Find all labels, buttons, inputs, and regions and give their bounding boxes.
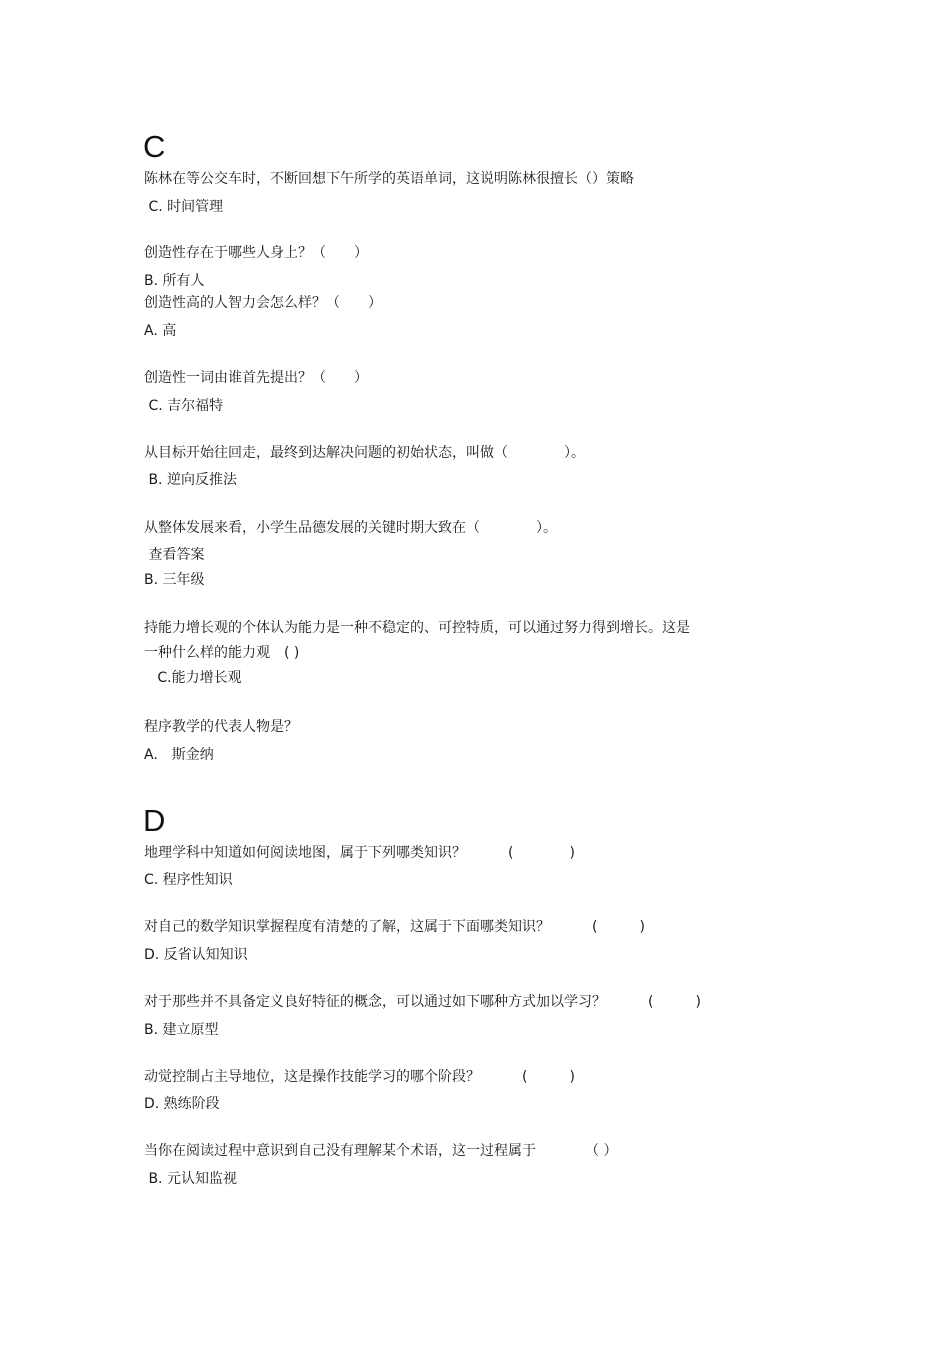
view-answer-link: 查看答案: [144, 547, 205, 563]
answer-text: D. 反省认知知识: [144, 947, 248, 963]
question-text: 陈林在等公交车时，不断回想下午所学的英语单词，这说明陈林很擅长（）策略: [144, 171, 634, 187]
answer-text: C. 时间管理: [144, 199, 224, 215]
answer-text: B. 逆向反推法: [144, 472, 237, 488]
question-text: 对于那些并不具备定义良好特征的概念，可以通过如下哪种方式加以学习？ ( ): [144, 994, 701, 1010]
question-text: 当你在阅读过程中意识到自己没有理解某个术语，这一过程属于 （ ）: [144, 1143, 618, 1159]
answer-text: C. 吉尔福特: [144, 398, 224, 414]
question-text: 从目标开始往回走，最终到达解决问题的初始状态，叫做（ ）。: [144, 445, 585, 461]
answer-text: C.能力增长观: [144, 670, 242, 686]
question-text: 创造性高的人智力会怎么样？（ ）: [144, 295, 382, 311]
answer-text: B. 所有人: [144, 273, 205, 289]
question-text: 动觉控制占主导地位，这是操作技能学习的哪个阶段？ ( ): [144, 1069, 575, 1085]
section-heading-d: D: [143, 803, 166, 838]
section-heading-c: C: [143, 129, 166, 164]
question-text: 对自己的数学知识掌握程度有清楚的了解，这属于下面哪类知识？ ( ): [144, 919, 645, 935]
answer-text: B. 元认知监视: [144, 1171, 237, 1187]
question-text: 创造性一词由谁首先提出？（ ）: [144, 370, 368, 386]
question-text-cont: 一种什么样的能力观 ( ): [144, 645, 300, 661]
answer-text: B. 建立原型: [144, 1022, 219, 1038]
answer-text: D. 熟练阶段: [144, 1096, 220, 1112]
answer-text: A. 斯金纳: [144, 747, 214, 763]
answer-text: A. 高: [144, 323, 177, 339]
question-text: 地理学科中知道如何阅读地图，属于下列哪类知识？ ( ): [144, 845, 575, 861]
question-text: 创造性存在于哪些人身上？（ ）: [144, 245, 368, 261]
answer-text: C. 程序性知识: [144, 872, 233, 888]
answer-text: B. 三年级: [144, 572, 205, 588]
question-text: 持能力增长观的个体认为能力是一种不稳定的、可控特质，可以通过努力得到增长。这是: [144, 620, 690, 636]
question-text: 程序教学的代表人物是？: [144, 719, 298, 735]
question-text: 从整体发展来看，小学生品德发展的关键时期大致在（ ）。: [144, 520, 557, 536]
